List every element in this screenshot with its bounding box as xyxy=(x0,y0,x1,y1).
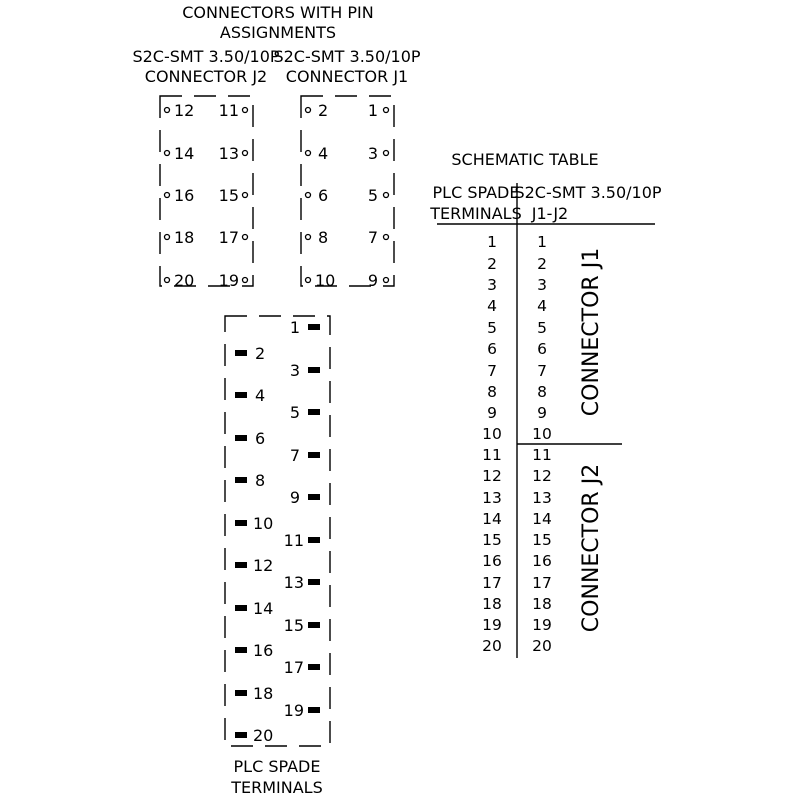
table-cell-plc-terminal: 17 xyxy=(482,574,502,592)
pin-hole xyxy=(243,193,248,198)
terminal-label: 14 xyxy=(253,599,274,618)
spade-terminal xyxy=(235,477,247,483)
table-cell-plc-terminal: 1 xyxy=(487,233,497,251)
connector-j2 xyxy=(132,47,279,290)
table-cell-plc-terminal: 9 xyxy=(487,404,497,422)
table-cell-plc-terminal: 15 xyxy=(482,531,502,549)
spade-terminal xyxy=(235,605,247,611)
table-cell-plc-terminal: 12 xyxy=(482,467,502,485)
connector-j1-left-pins xyxy=(306,101,336,290)
pin-hole xyxy=(243,108,248,113)
plc-right-terminals xyxy=(284,318,320,720)
pin-hole xyxy=(384,278,389,283)
pin-label: 3 xyxy=(367,144,378,163)
pin-hole xyxy=(165,151,170,156)
pin-label: 10 xyxy=(315,271,336,290)
pin-hole xyxy=(306,108,311,113)
connector-j2-left-pins xyxy=(165,101,195,290)
plc-spade-terminal-block xyxy=(225,316,330,797)
pin-label: 1 xyxy=(367,101,378,120)
table-cell-connector-pin: 9 xyxy=(537,404,547,422)
pin-label: 15 xyxy=(218,186,239,205)
spade-terminal xyxy=(235,562,247,568)
table-header-col2-line2: J1-J2 xyxy=(531,204,569,223)
terminal-label: 2 xyxy=(255,344,266,363)
pin-label: 12 xyxy=(174,101,195,120)
spade-terminal xyxy=(235,435,247,441)
terminal-label: 13 xyxy=(283,573,304,592)
spade-terminal xyxy=(235,350,247,356)
table-cell-plc-terminal: 13 xyxy=(482,489,502,507)
connector-j2-right-pins xyxy=(219,101,248,290)
terminal-label: 11 xyxy=(283,531,304,550)
spade-terminal xyxy=(308,494,320,500)
table-cell-plc-terminal: 16 xyxy=(482,552,502,570)
plc-block-outline xyxy=(225,316,330,746)
pin-hole xyxy=(384,193,389,198)
table-cell-connector-pin: 8 xyxy=(537,383,547,401)
table-cell-connector-pin: 16 xyxy=(532,552,552,570)
pin-hole xyxy=(306,151,311,156)
connector-j1-name: CONNECTOR J1 xyxy=(285,67,409,86)
pin-hole xyxy=(165,193,170,198)
table-cell-connector-pin: 3 xyxy=(537,276,547,294)
schematic-table xyxy=(429,150,662,658)
table-cell-connector-pin: 20 xyxy=(532,637,552,655)
table-cell-connector-pin: 2 xyxy=(537,255,547,273)
table-header-col2-line1: S2C-SMT 3.50/10P xyxy=(514,183,662,202)
terminal-label: 4 xyxy=(255,386,266,405)
pin-label: 6 xyxy=(318,186,329,205)
pin-label: 13 xyxy=(218,144,239,163)
table-cell-connector-pin: 5 xyxy=(537,319,547,337)
table-cell-connector-pin: 12 xyxy=(532,467,552,485)
pin-label: 17 xyxy=(218,228,239,247)
terminal-label: 18 xyxy=(253,684,274,703)
table-cell-plc-terminal: 3 xyxy=(487,276,497,294)
connector-j2-name: CONNECTOR J2 xyxy=(144,67,268,86)
pin-label: 4 xyxy=(318,144,329,163)
plc-left-terminals xyxy=(235,344,273,745)
pin-hole xyxy=(384,235,389,240)
pin-hole xyxy=(165,235,170,240)
terminal-label: 9 xyxy=(289,488,300,507)
connector-j2-model: S2C-SMT 3.50/10P xyxy=(132,47,280,66)
spade-terminal xyxy=(308,367,320,373)
terminal-label: 20 xyxy=(253,726,274,745)
table-cell-plc-terminal: 2 xyxy=(487,255,497,273)
table-cell-plc-terminal: 20 xyxy=(482,637,502,655)
pin-hole xyxy=(306,193,311,198)
table-cell-plc-terminal: 6 xyxy=(487,340,497,358)
table-header-col1-line1: PLC SPADE xyxy=(432,183,520,202)
table-cell-connector-pin: 19 xyxy=(532,616,552,634)
terminal-label: 1 xyxy=(289,318,300,337)
table-cell-plc-terminal: 10 xyxy=(482,425,502,443)
spade-terminal xyxy=(308,409,320,415)
pin-hole xyxy=(384,108,389,113)
spade-terminal xyxy=(235,647,247,653)
pin-label: 14 xyxy=(174,144,195,163)
pin-hole xyxy=(384,151,389,156)
spade-terminal xyxy=(308,324,320,330)
table-cell-connector-pin: 15 xyxy=(532,531,552,549)
group-label-connector-j1: CONNECTOR J1 xyxy=(579,247,604,417)
pin-hole xyxy=(165,278,170,283)
spade-terminal xyxy=(308,452,320,458)
pin-hole xyxy=(243,235,248,240)
connector-j1-model: S2C-SMT 3.50/10P xyxy=(273,47,421,66)
spade-terminal xyxy=(308,579,320,585)
connector-j1-right-pins xyxy=(368,101,389,290)
terminal-label: 19 xyxy=(283,701,304,720)
pin-label: 9 xyxy=(367,271,378,290)
pin-label: 16 xyxy=(174,186,195,205)
terminal-label: 3 xyxy=(289,361,300,380)
table-cell-connector-pin: 14 xyxy=(532,510,552,528)
table-cell-connector-pin: 7 xyxy=(537,362,547,380)
table-cell-plc-terminal: 14 xyxy=(482,510,502,528)
terminal-label: 10 xyxy=(253,514,274,533)
table-cell-plc-terminal: 18 xyxy=(482,595,502,613)
plc-block-label-line-1: PLC SPADE xyxy=(233,757,321,776)
pin-label: 7 xyxy=(367,228,378,247)
pin-label: 19 xyxy=(218,271,239,290)
terminal-label: 7 xyxy=(289,446,300,465)
pin-hole xyxy=(306,235,311,240)
table-cell-connector-pin: 1 xyxy=(537,233,547,251)
pin-label: 5 xyxy=(367,186,378,205)
spade-terminal xyxy=(308,537,320,543)
spade-terminal xyxy=(308,622,320,628)
pin-label: 18 xyxy=(174,228,195,247)
table-cell-plc-terminal: 5 xyxy=(487,319,497,337)
table-cell-connector-pin: 18 xyxy=(532,595,552,613)
table-cell-plc-terminal: 19 xyxy=(482,616,502,634)
title-line-2: ASSIGNMENTS xyxy=(219,23,337,42)
connector-j1 xyxy=(273,47,420,290)
spade-terminal xyxy=(308,707,320,713)
group-label-connector-j2: CONNECTOR J2 xyxy=(579,463,604,633)
schematic-table-title: SCHEMATIC TABLE xyxy=(451,150,599,169)
terminal-label: 6 xyxy=(255,429,266,448)
spade-terminal xyxy=(235,732,247,738)
terminal-label: 8 xyxy=(255,471,266,490)
pin-hole xyxy=(165,108,170,113)
table-cell-plc-terminal: 7 xyxy=(487,362,497,380)
pin-hole xyxy=(306,278,311,283)
table-cell-plc-terminal: 4 xyxy=(487,297,497,315)
table-cell-plc-terminal: 8 xyxy=(487,383,497,401)
pin-label: 2 xyxy=(318,101,329,120)
terminal-label: 15 xyxy=(283,616,304,635)
pin-label: 11 xyxy=(218,101,239,120)
spade-terminal xyxy=(235,520,247,526)
table-cell-plc-terminal: 11 xyxy=(482,446,502,464)
table-cell-connector-pin: 10 xyxy=(532,425,552,443)
table-cell-connector-pin: 13 xyxy=(532,489,552,507)
table-cell-connector-pin: 17 xyxy=(532,574,552,592)
spade-terminal xyxy=(235,392,247,398)
pin-label: 8 xyxy=(318,228,329,247)
table-cell-connector-pin: 6 xyxy=(537,340,547,358)
table-cell-connector-pin: 11 xyxy=(532,446,552,464)
table-header-col1-line2: TERMINALS xyxy=(430,204,522,223)
pin-label: 20 xyxy=(174,271,195,290)
spade-terminal xyxy=(308,664,320,670)
title-line-1: CONNECTORS WITH PIN xyxy=(182,3,374,22)
pin-hole xyxy=(243,151,248,156)
terminal-label: 12 xyxy=(253,556,274,575)
table-cell-connector-pin: 4 xyxy=(537,297,547,315)
plc-block-label-line-2: TERMINALS xyxy=(231,778,323,797)
connector-j1-outline xyxy=(301,96,394,286)
pin-hole xyxy=(243,278,248,283)
spade-terminal xyxy=(235,690,247,696)
terminal-label: 16 xyxy=(253,641,274,660)
terminal-label: 5 xyxy=(289,403,300,422)
terminal-label: 17 xyxy=(283,658,304,677)
